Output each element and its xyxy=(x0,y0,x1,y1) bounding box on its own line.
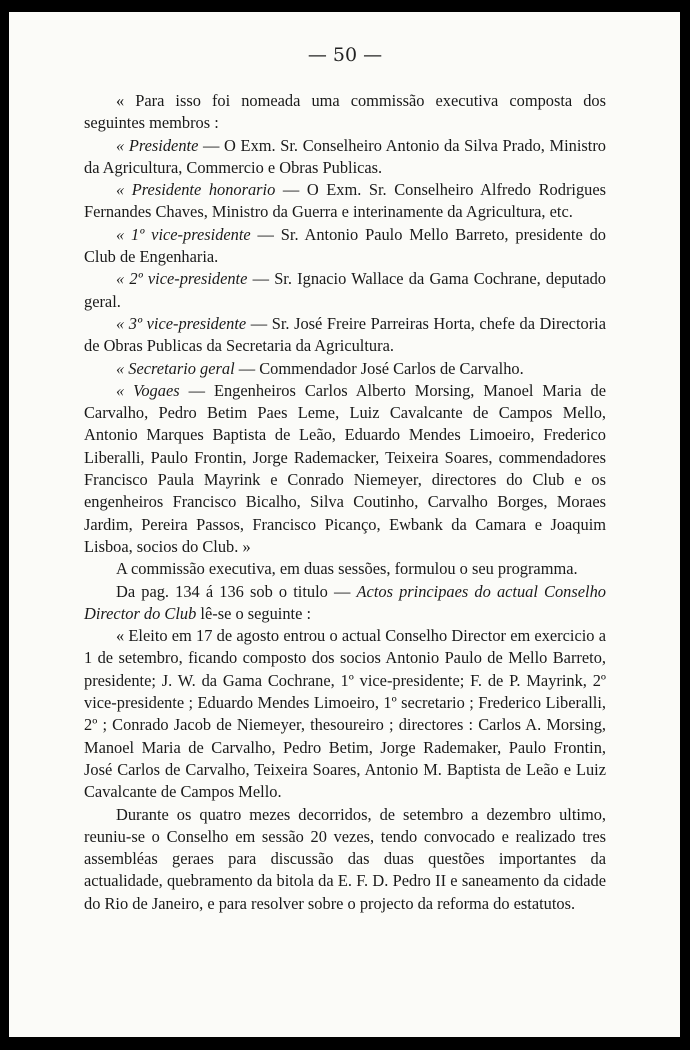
paragraph: « 2º vice-presidente — Sr. Ignacio Wallace da Gama Cochrane, deputado geral. xyxy=(84,269,606,311)
page-number: — 50 — xyxy=(307,44,383,66)
paragraph: A commissão executiva, em duas sessões, formulou o seu programma. xyxy=(116,559,578,579)
paragraph: « Presidente honorario — O Exm. Sr. Conselheiro Alfredo Rodrigues Fernandes Chaves, Ministro da Guerra e interinamente da Agricultura, etc. xyxy=(84,180,607,222)
paragraph: Da pag. 134 á 136 sob o titulo — Actos principaes do actual Conselho Director do Club lê-se o seguinte : xyxy=(84,581,606,623)
paragraph: « Secretario geral — Commendador José Carlos de Carvalho. xyxy=(116,358,524,378)
paragraph: « 3º vice-presidente — Sr. José Freire Parreiras Horta, chefe da Directoria de Obras Publicas da Secretaria da Agricultura. xyxy=(84,313,606,356)
body-text xyxy=(84,90,606,915)
paragraph: Durante os quatro mezes decorridos, de setembro a dezembro ultimo, reuniu-se o Conselho em sessão 20 vezes, tendo convocado e realizado tres assembléas geraes para discussão das duas questões importantes da actualidade, quebramento da bitola da E. F. D. Pedro II e saneamento da cidade do Rio de Janeiro, e para resolver sobre o projecto da reforma do estatutos. xyxy=(84,804,606,913)
paragraph: « Para isso foi nomeada uma commissão executiva composta dos seguintes membros : xyxy=(84,91,606,133)
paragraph: « Eleito em 17 de agosto entrou o actual Conselho Director em exercicio a 1 de setembro, ficando composto dos socios Antonio Paulo de Mello Barreto, presidente; J. W. da Gama Cochrane, 1º vice-presidente; F. de P. Mayrink, 2º vice-presidente ; Eduardo Mendes Limoeiro, 1º secretario ; Frederico Liberalli, 2º ; Conrado Jacob de Niemeyer, thesoureiro ; directores : Carlos A. Morsing, Manoel Maria de Carvalho, Pedro Betim, Jorge Rademaker, Paulo Frontin, José Carlos de Carvalho, Teixeira Soares, Antonio M. Baptista de Leão e Luiz Cavalcante de Campos Mello. xyxy=(84,626,606,802)
paragraph: « 1º vice-presidente — Sr. Antonio Paulo Mello Barreto, presidente do Club de Engenharia. xyxy=(84,224,606,267)
paragraph: « Presidente — O Exm. Sr. Conselheiro Antonio da Silva Prado, Ministro da Agricultura, Commercio e Obras Publicas. xyxy=(84,135,606,177)
paragraph: « Vogaes — Engenheiros Carlos Alberto Morsing, Manoel Maria de Carvalho, Pedro Betim Paes Leme, Luiz Cavalcante de Campos Mello, Antonio Marques Baptista de Leão, Eduardo Mendes Limoeiro, Frederico Liberalli, Paulo Frontin, Jorge Rademacker, Teixeira Soares, commendadores Francisco Paula Mayrink e Conrado Niemeyer, directores do Club e os engenheiros Francisco Bicalho, Silva Coutinho, Carvalho Borges, Moraes Jardim, Pereira Passos, Francisco Picanço, Ewbank da Camara e Joaquim Lisboa, socios do Club. » xyxy=(84,380,606,556)
